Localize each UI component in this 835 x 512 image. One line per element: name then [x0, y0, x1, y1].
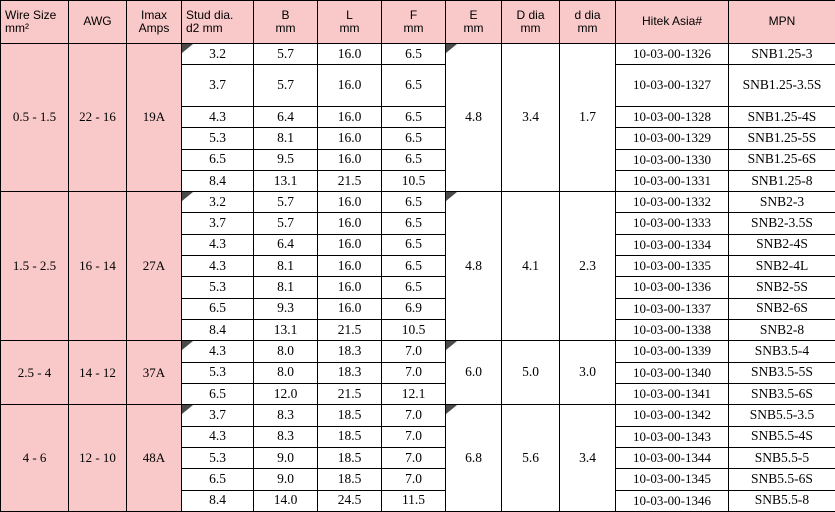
cell-hitek-asia-number: 10-03-00-1333: [616, 213, 729, 234]
cell-mpn: SNB1.25-3: [729, 44, 835, 65]
cell-b: 6.4: [254, 106, 318, 127]
cell-awg: 16 - 14: [69, 192, 127, 341]
cell-wire-size: 0.5 - 1.5: [1, 44, 69, 192]
cell-d-dia: 5.0: [502, 341, 560, 405]
cell-stud-dia: 3.7: [182, 405, 254, 426]
cell-hitek-asia-number: 10-03-00-1335: [616, 256, 729, 277]
cell-hitek-asia-number: 10-03-00-1338: [616, 320, 729, 341]
table-row: [1, 341, 835, 362]
cell-mpn: SNB3.5-4: [729, 341, 835, 362]
cell-b: 8.0: [254, 362, 318, 383]
cell-l: 16.0: [318, 149, 382, 170]
cell-hitek-asia-number: 10-03-00-1330: [616, 149, 729, 170]
column-header-f: F mm: [382, 1, 446, 44]
cell-stud-dia: 4.3: [182, 234, 254, 255]
cell-e: 4.8: [446, 44, 502, 192]
cell-stud-dia: 8.4: [182, 320, 254, 341]
column-header-stud-dia: Stud dia. d2 mm: [182, 1, 254, 44]
cell-l: 18.5: [318, 405, 382, 426]
cell-stud-dia: 3.2: [182, 192, 254, 213]
cell-mpn: SNB1.25-5S: [729, 128, 835, 149]
cell-mpn: SNB1.25-3.5S: [729, 65, 835, 107]
cell-hitek-asia-number: 10-03-00-1329: [616, 128, 729, 149]
cell-hitek-asia-number: 10-03-00-1340: [616, 362, 729, 383]
cell-f: 6.5: [382, 192, 446, 213]
cell-b: 8.1: [254, 128, 318, 149]
cell-b: 13.1: [254, 170, 318, 191]
cell-imax: 19A: [127, 44, 182, 192]
cell-mpn: SNB5.5-8: [729, 490, 835, 512]
table-header-row: [1, 1, 835, 44]
cell-wire-size: 1.5 - 2.5: [1, 192, 69, 341]
cell-awg: 22 - 16: [69, 44, 127, 192]
cell-hitek-asia-number: 10-03-00-1346: [616, 490, 729, 512]
cell-b: 5.7: [254, 192, 318, 213]
cell-hitek-asia-number: 10-03-00-1341: [616, 383, 729, 404]
cell-f: 6.5: [382, 128, 446, 149]
table-row: [1, 405, 835, 426]
cell-stud-dia: 6.5: [182, 469, 254, 490]
cell-hitek-asia-number: 10-03-00-1334: [616, 234, 729, 255]
cell-imax: 48A: [127, 405, 182, 512]
cell-f: 7.0: [382, 447, 446, 468]
cell-l: 21.5: [318, 320, 382, 341]
cell-b: 9.5: [254, 149, 318, 170]
cell-b: 8.1: [254, 256, 318, 277]
cell-b: 8.3: [254, 426, 318, 447]
cell-f: 11.5: [382, 490, 446, 512]
cell-f: 12.1: [382, 383, 446, 404]
cell-b: 13.1: [254, 320, 318, 341]
cell-b: 9.3: [254, 298, 318, 319]
cell-b: 5.7: [254, 213, 318, 234]
cell-f: 6.5: [382, 277, 446, 298]
table-row: [1, 192, 835, 213]
cell-mpn: SNB2-6S: [729, 298, 835, 319]
cell-f: 7.0: [382, 405, 446, 426]
cell-stud-dia: 4.3: [182, 106, 254, 127]
cell-stud-dia: 4.3: [182, 426, 254, 447]
cell-stud-dia: 5.3: [182, 447, 254, 468]
cell-f: 6.9: [382, 298, 446, 319]
cell-stud-dia: 4.3: [182, 341, 254, 362]
cell-d-small-dia: 2.3: [560, 192, 616, 341]
cell-f: 6.5: [382, 234, 446, 255]
cell-l: 16.0: [318, 106, 382, 127]
cell-d-dia: 4.1: [502, 192, 560, 341]
cell-stud-dia: 4.3: [182, 256, 254, 277]
column-header-e: E mm: [446, 1, 502, 44]
cell-stud-dia: 3.7: [182, 213, 254, 234]
cell-f: 6.5: [382, 44, 446, 65]
cell-e: 6.0: [446, 341, 502, 405]
column-header-mpn: MPN: [729, 1, 835, 44]
cell-mpn: SNB2-4S: [729, 234, 835, 255]
column-header-imax: Imax Amps: [127, 1, 182, 44]
cell-b: 9.0: [254, 469, 318, 490]
cell-l: 16.0: [318, 192, 382, 213]
cell-stud-dia: 5.3: [182, 277, 254, 298]
column-header-d-small-dia: d dia mm: [560, 1, 616, 44]
cell-stud-dia: 5.3: [182, 128, 254, 149]
cell-mpn: SNB3.5-6S: [729, 383, 835, 404]
cell-wire-size: 4 - 6: [1, 405, 69, 512]
cell-mpn: SNB5.5-6S: [729, 469, 835, 490]
cell-l: 18.5: [318, 426, 382, 447]
cell-l: 24.5: [318, 490, 382, 512]
cell-mpn: SNB3.5-5S: [729, 362, 835, 383]
cell-mpn: SNB2-3: [729, 192, 835, 213]
cell-b: 8.3: [254, 405, 318, 426]
cell-stud-dia: 6.5: [182, 149, 254, 170]
cell-mpn: SNB2-5S: [729, 277, 835, 298]
cell-stud-dia: 3.2: [182, 44, 254, 65]
column-header-d-dia: D dia mm: [502, 1, 560, 44]
cell-d-dia: 5.6: [502, 405, 560, 512]
cell-hitek-asia-number: 10-03-00-1328: [616, 106, 729, 127]
cell-l: 16.0: [318, 44, 382, 65]
cell-hitek-asia-number: 10-03-00-1332: [616, 192, 729, 213]
cell-mpn: SNB1.25-8: [729, 170, 835, 191]
table-row: [1, 44, 835, 65]
column-header-awg: AWG: [69, 1, 127, 44]
cell-hitek-asia-number: 10-03-00-1331: [616, 170, 729, 191]
column-header-l: L mm: [318, 1, 382, 44]
cell-hitek-asia-number: 10-03-00-1339: [616, 341, 729, 362]
cell-imax: 37A: [127, 341, 182, 405]
cell-d-dia: 3.4: [502, 44, 560, 192]
cell-d-small-dia: 1.7: [560, 44, 616, 192]
cell-l: 16.0: [318, 213, 382, 234]
cell-f: 6.5: [382, 213, 446, 234]
cell-f: 10.5: [382, 320, 446, 341]
cell-l: 16.0: [318, 298, 382, 319]
cell-hitek-asia-number: 10-03-00-1336: [616, 277, 729, 298]
cell-mpn: SNB1.25-4S: [729, 106, 835, 127]
cell-stud-dia: 8.4: [182, 170, 254, 191]
cell-l: 16.0: [318, 256, 382, 277]
cell-wire-size: 2.5 - 4: [1, 341, 69, 405]
cell-f: 6.5: [382, 256, 446, 277]
cell-stud-dia: 6.5: [182, 298, 254, 319]
cell-b: 14.0: [254, 490, 318, 512]
cell-b: 5.7: [254, 65, 318, 107]
cell-stud-dia: 5.3: [182, 362, 254, 383]
cell-b: 9.0: [254, 447, 318, 468]
cell-l: 18.3: [318, 341, 382, 362]
cell-e: 6.8: [446, 405, 502, 512]
cell-b: 6.4: [254, 234, 318, 255]
cell-mpn: SNB2-3.5S: [729, 213, 835, 234]
cell-b: 5.7: [254, 44, 318, 65]
cell-b: 8.0: [254, 341, 318, 362]
cell-hitek-asia-number: 10-03-00-1327: [616, 65, 729, 107]
cell-mpn: SNB5.5-3.5: [729, 405, 835, 426]
cell-awg: 12 - 10: [69, 405, 127, 512]
cell-f: 7.0: [382, 362, 446, 383]
cell-d-small-dia: 3.4: [560, 405, 616, 512]
cell-stud-dia: 6.5: [182, 383, 254, 404]
cell-f: 7.0: [382, 341, 446, 362]
cell-hitek-asia-number: 10-03-00-1342: [616, 405, 729, 426]
cell-mpn: SNB2-8: [729, 320, 835, 341]
cell-l: 16.0: [318, 128, 382, 149]
column-header-hitek-asia-number: Hitek Asia#: [616, 1, 729, 44]
cell-f: 10.5: [382, 170, 446, 191]
cell-imax: 27A: [127, 192, 182, 341]
column-header-b: B mm: [254, 1, 318, 44]
cell-mpn: SNB5.5-4S: [729, 426, 835, 447]
cell-stud-dia: 8.4: [182, 490, 254, 512]
cell-e: 4.8: [446, 192, 502, 341]
table-body: [1, 44, 835, 512]
cell-l: 16.0: [318, 65, 382, 107]
cell-l: 18.5: [318, 447, 382, 468]
cell-b: 12.0: [254, 383, 318, 404]
cell-mpn: SNB1.25-6S: [729, 149, 835, 170]
cell-f: 7.0: [382, 469, 446, 490]
cell-b: 8.1: [254, 277, 318, 298]
cell-d-small-dia: 3.0: [560, 341, 616, 405]
cell-mpn: SNB2-4L: [729, 256, 835, 277]
cell-f: 6.5: [382, 106, 446, 127]
cell-hitek-asia-number: 10-03-00-1337: [616, 298, 729, 319]
cell-l: 16.0: [318, 234, 382, 255]
cell-hitek-asia-number: 10-03-00-1343: [616, 426, 729, 447]
cell-hitek-asia-number: 10-03-00-1326: [616, 44, 729, 65]
cell-mpn: SNB5.5-5: [729, 447, 835, 468]
column-header-wire-size: Wire Size mm²: [1, 1, 69, 44]
cell-f: 6.5: [382, 65, 446, 107]
cell-l: 18.5: [318, 469, 382, 490]
cell-l: 16.0: [318, 277, 382, 298]
cell-l: 21.5: [318, 383, 382, 404]
cell-f: 7.0: [382, 426, 446, 447]
cell-l: 18.3: [318, 362, 382, 383]
cell-awg: 14 - 12: [69, 341, 127, 405]
cell-hitek-asia-number: 10-03-00-1345: [616, 469, 729, 490]
cell-stud-dia: 3.7: [182, 65, 254, 107]
cell-l: 21.5: [318, 170, 382, 191]
cell-f: 6.5: [382, 149, 446, 170]
cell-hitek-asia-number: 10-03-00-1344: [616, 447, 729, 468]
